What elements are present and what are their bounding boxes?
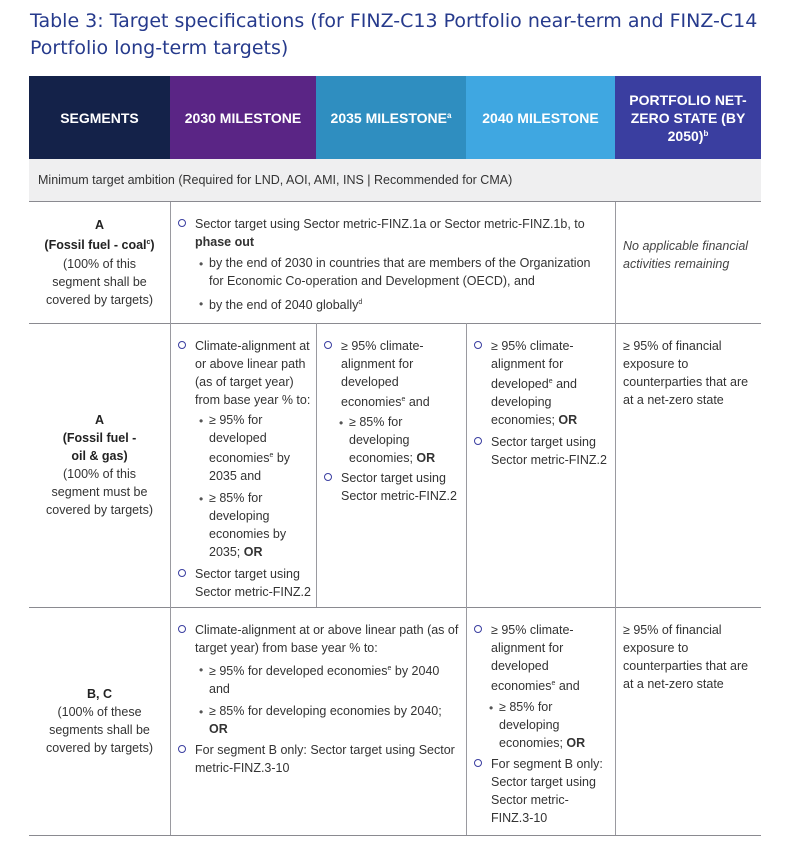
circle-bullet-icon [178, 341, 186, 349]
dot-bullet-icon: • [199, 297, 204, 311]
minimum-ambition-band: Minimum target ambition (Required for LND, AOI, AMI, INS | Recommended for CMA) [29, 159, 761, 202]
circle-bullet-icon [474, 759, 482, 767]
circle-bullet-icon [474, 341, 482, 349]
oil-gas-2040-cell: ≥ 95% climate-alignment for developed$^e$ and developing economies; OR Sector target using Sector metric-FINZ.2 [474, 337, 610, 469]
dot-bullet-icon: • [339, 416, 344, 431]
dot-bullet-icon: • [489, 701, 494, 716]
circle-bullet-icon [324, 341, 332, 349]
circle-bullet-icon [474, 437, 482, 445]
oil-gas-net-zero-cell: ≥ 95% of financial exposure to counterparties that are at a net-zero state [623, 339, 749, 407]
header-2030-milestone: 2030 MILESTONE [170, 76, 316, 159]
column-divider [170, 202, 171, 835]
dot-bullet-icon: • [199, 663, 204, 677]
column-divider [466, 323, 467, 835]
header-2040-milestone: 2040 MILESTONE [466, 76, 615, 159]
table-title: Table 3: Target specifications (for FINZ-C13 Portfolio near-term and FINZ-C14 Portfolio long-term targets) [30, 10, 758, 59]
header-segments: SEGMENTS [29, 76, 170, 159]
bc-2030-2035-cell: Climate-alignment at or above linear path (as of target year) from base year % to: • ≥ 95% for developed economies$^e$ by 2040 and • ≥ 85% for developing economies by 2040; OR For segment B only: Sector target using Sector metric-FINZ.3-10 [178, 621, 460, 777]
bc-2040-cell: ≥ 95% climate-alignment for developed economies$^e$ and • ≥ 85% for developing economies; OR For segment B only: Sector target using Sector metric-FINZ.3-10 [474, 621, 610, 827]
column-divider [316, 323, 317, 607]
circle-bullet-icon [178, 569, 186, 577]
dot-bullet-icon: • [199, 705, 204, 720]
circle-bullet-icon [178, 219, 186, 227]
segment-b-c: B, C (100% of these segments shall be covered by targets) [46, 687, 153, 755]
segment-a-coal: A (Fossil fuel - coal$^c$) (100% of this segment shall be covered by targets) [44, 218, 155, 307]
dot-bullet-icon: • [199, 492, 204, 507]
column-divider [615, 202, 616, 835]
oil-gas-2030-cell: Climate-alignment at or above linear path (as of target year) from base year % to: • ≥ 95% for developed economies$^e$ by 2035 and • ≥ 85% for developing economies by 2035; OR Sector target using Sector metric-FINZ.2 [178, 337, 311, 601]
coal-milestone-cell: Sector target using Sector metric-FINZ.1a or Sector metric-FINZ.1b, to phase out • by the end of 2030 in countries that are members of the Organization for Economic Co-operation and Development (OECD), and • by the end of 2040 globally$^d$ [178, 215, 608, 314]
coal-net-zero-cell: No applicable financial activities remaining [623, 239, 749, 271]
circle-bullet-icon [474, 625, 482, 633]
dot-bullet-icon: • [199, 257, 204, 271]
dot-bullet-icon: • [199, 414, 204, 428]
row-divider [29, 835, 761, 836]
header-net-zero-state: PORTFOLIO NET-ZERO STATE (BY 2050)$^b$ [615, 76, 761, 159]
circle-bullet-icon [178, 745, 186, 753]
segment-a-oil-gas: A (Fossil fuel - oil & gas) (100% of this segment must be covered by targets) [46, 413, 153, 517]
bc-net-zero-cell: ≥ 95% of financial exposure to counterparties that are at a net-zero state [623, 623, 749, 691]
oil-gas-2035-cell: ≥ 95% climate-alignment for developed economies$^e$ and • ≥ 85% for developing economies; OR Sector target using Sector metric-FINZ.2 [324, 337, 461, 505]
header-2035-milestone: 2035 MILESTONE $^a$ [316, 76, 466, 159]
circle-bullet-icon [178, 625, 186, 633]
circle-bullet-icon [324, 473, 332, 481]
